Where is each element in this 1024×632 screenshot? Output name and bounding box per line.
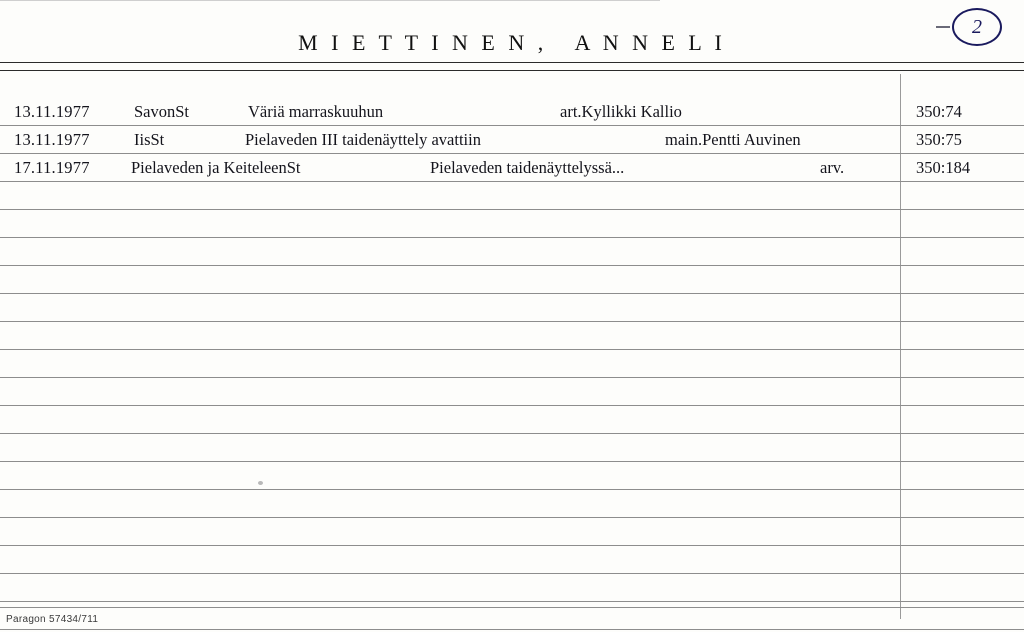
entry-title: Pielaveden III taidenäyttely avattiin bbox=[245, 130, 481, 149]
blank-row-rule bbox=[0, 237, 1024, 238]
blank-row-rule bbox=[0, 489, 1024, 490]
printer-imprint: Paragon 57434/711 bbox=[6, 614, 99, 625]
entry-title: Väriä marraskuuhun bbox=[248, 102, 384, 121]
blank-row-rule bbox=[0, 265, 1024, 266]
page-title: M I E T T I N E N , A N N E L I bbox=[298, 30, 726, 55]
card-top-edge bbox=[0, 0, 660, 1]
entry-reference: 350:74 bbox=[916, 102, 962, 121]
blank-row-rule bbox=[0, 433, 1024, 434]
entry-date: 17.11.1977 bbox=[14, 158, 90, 177]
blank-row-rule bbox=[0, 629, 1024, 630]
entry-source: IisSt bbox=[134, 130, 165, 149]
entry-person: art.Kyllikki Kallio bbox=[560, 102, 682, 121]
blank-row-rule bbox=[0, 377, 1024, 378]
table-row bbox=[0, 126, 1024, 154]
blank-row-rule bbox=[0, 601, 1024, 602]
paper-smudge bbox=[258, 481, 263, 485]
blank-row-rule bbox=[0, 573, 1024, 574]
entry-source: SavonSt bbox=[134, 102, 190, 121]
entry-person: arv. bbox=[820, 158, 845, 177]
blank-row-rule bbox=[0, 545, 1024, 546]
page-number-dash bbox=[936, 26, 950, 28]
entry-date: 13.11.1977 bbox=[14, 130, 90, 149]
table-row bbox=[0, 154, 1024, 182]
header-rule-bottom bbox=[0, 70, 1024, 71]
entry-title: Pielaveden taidenäyttelyssä... bbox=[430, 158, 625, 177]
page-number: 2 bbox=[952, 8, 1002, 46]
entry-reference: 350:184 bbox=[916, 158, 971, 177]
blank-row-rule bbox=[0, 405, 1024, 406]
footer-rule bbox=[0, 607, 1024, 608]
blank-row-rule bbox=[0, 321, 1024, 322]
entry-reference: 350:75 bbox=[916, 130, 962, 149]
entry-person: main.Pentti Auvinen bbox=[665, 130, 801, 149]
entry-source: Pielaveden ja KeiteleenSt bbox=[131, 158, 301, 177]
blank-row-rule bbox=[0, 293, 1024, 294]
blank-row-rule bbox=[0, 517, 1024, 518]
blank-row-rule bbox=[0, 461, 1024, 462]
blank-row-rule bbox=[0, 349, 1024, 350]
table-row bbox=[0, 98, 1024, 126]
blank-row-rule bbox=[0, 209, 1024, 210]
entry-date: 13.11.1977 bbox=[14, 102, 90, 121]
row-rule bbox=[0, 181, 1024, 182]
header-rule-top bbox=[0, 62, 1024, 63]
